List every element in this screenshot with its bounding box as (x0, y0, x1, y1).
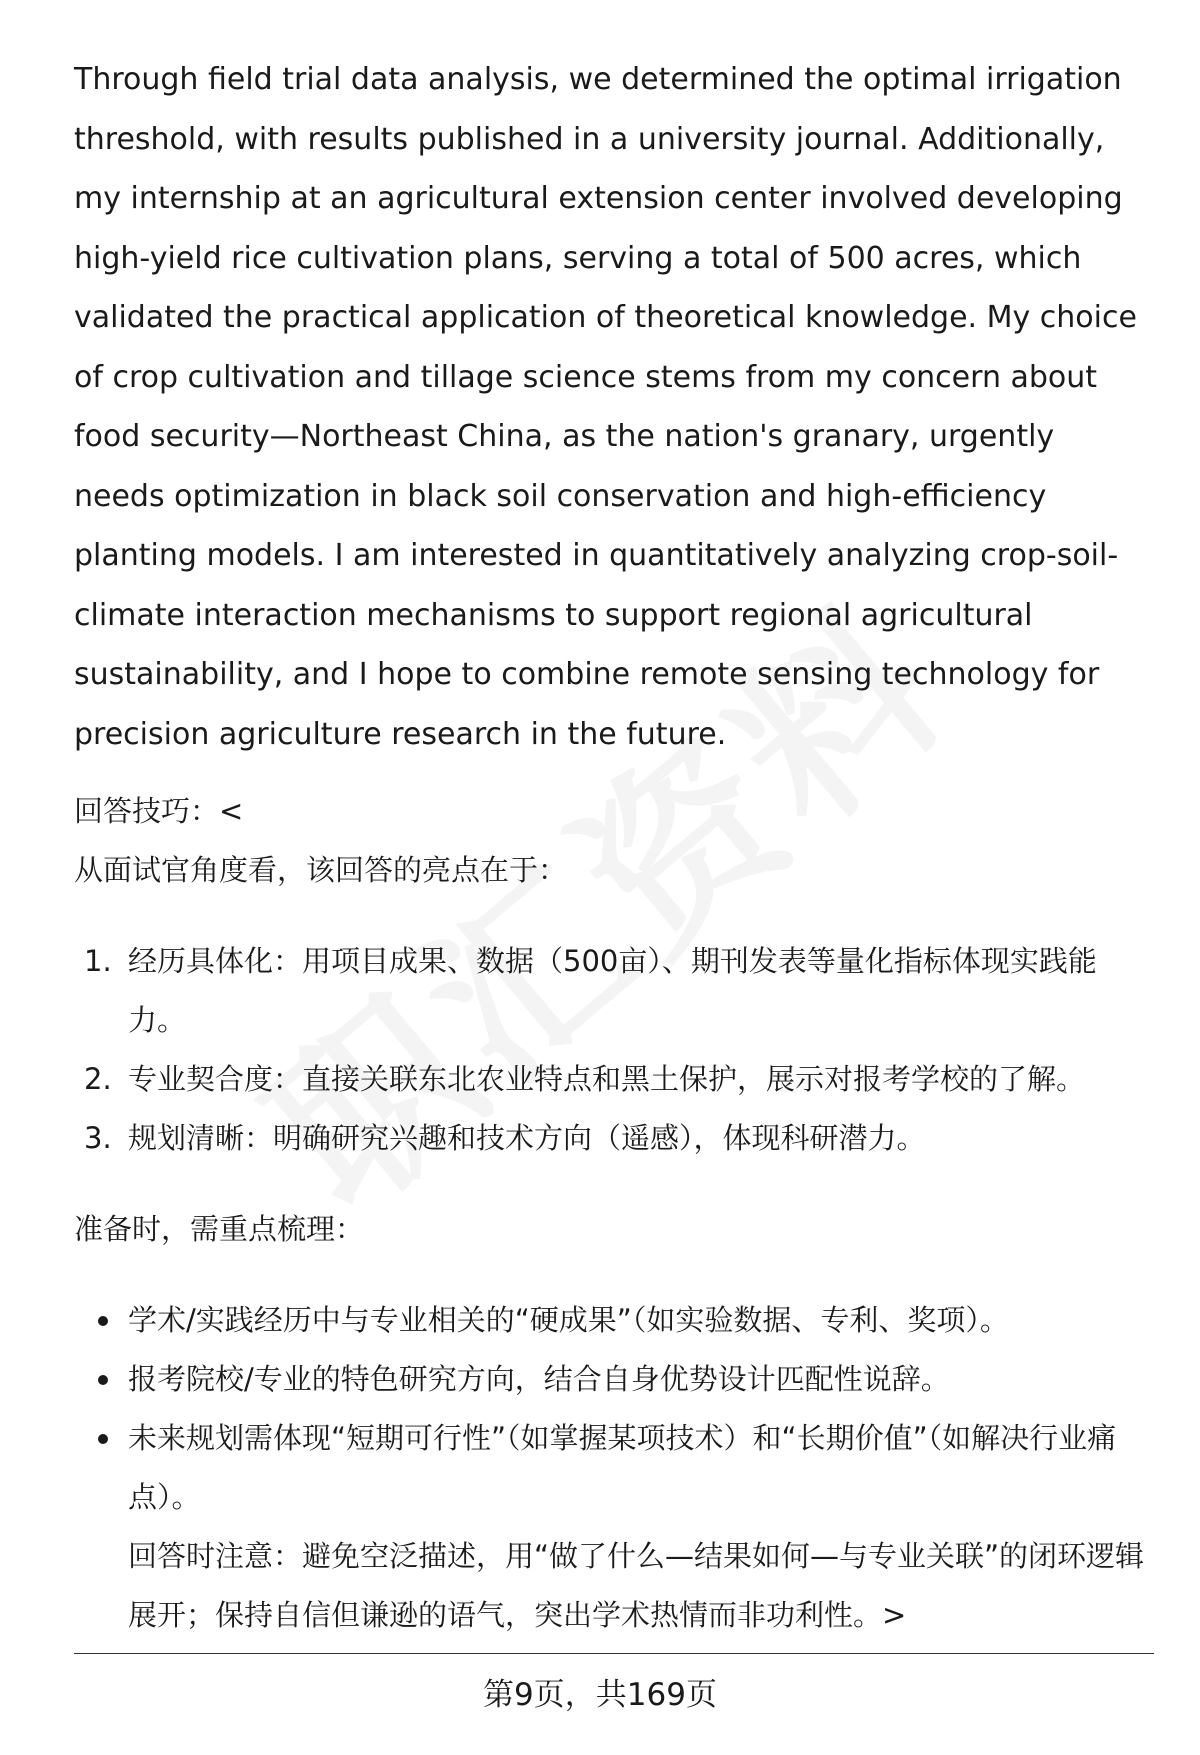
highlight-item (74, 1050, 1154, 1109)
highlight-text: 专业契合度：直接关联东北农业特点和黑土保护，展示对报考学校的了解。 (128, 1062, 1086, 1096)
highlight-text: 规划清晰：明确研究兴趣和技术方向（遥感），体现科研潜力。 (128, 1121, 926, 1155)
highlight-item (74, 1109, 1154, 1168)
prep-title: 准备时，需重点梳理： (74, 1212, 365, 1246)
answer-note: 回答时注意：避免空泛描述，用“做了什么—结果如何—与专业关联”的闭环逻辑展开；保持自信但谦逊的语气，突出学术热情而非功利性。> (128, 1539, 1145, 1632)
page-number: 第9页，共169页 (483, 1677, 717, 1713)
bullet-icon (98, 1434, 108, 1444)
highlights-list (74, 932, 1154, 1168)
footer-divider (74, 1653, 1154, 1654)
tips-intro: 从面试官角度看，该回答的亮点在于： (74, 853, 568, 887)
prep-text: 未来规划需体现“短期可行性”（如掌握某项技术）和“长期价值”（如解决行业痛点）。 (128, 1421, 1117, 1514)
list-number: 1. (84, 944, 112, 978)
prep-item (74, 1409, 1154, 1527)
prep-list (74, 1291, 1154, 1527)
prep-text: 报考院校/专业的特色研究方向，结合自身优势设计匹配性说辞。 (128, 1362, 950, 1396)
tips-title: 回答技巧：< (74, 794, 244, 828)
prep-text: 学术/实践经历中与专业相关的“硬成果”（如实验数据、专利、奖项）。 (128, 1303, 1009, 1337)
list-number: 3. (84, 1121, 112, 1155)
highlight-text: 经历具体化：用项目成果、数据（500亩）、期刊发表等量化指标体现实践能力。 (128, 944, 1097, 1037)
bullet-icon (98, 1316, 108, 1326)
prep-item (74, 1350, 1154, 1409)
page-content (74, 50, 1154, 1645)
body-paragraph: Through field trial data analysis, we determined the optimal irrigation threshold, with results published in a university journal. Additionally, my internship at an agricultural extension center involved developing high-yield rice cultivation plans, serving a total of 500 acres, which validated the practical application of theoretical knowledge. My choice of crop cultivation and tillage science stems from my concern about food security—Northeast China, as the nation's granary, urgently needs optimization in black soil conservation and high-efficiency planting models. I am interested in quantitatively analyzing crop-soil-climate interaction mechanisms to support regional agricultural sustainability, and I hope to combine remote sensing technology for precision agriculture research in the future. (74, 62, 1137, 752)
prep-item (74, 1291, 1154, 1350)
bullet-icon (98, 1375, 108, 1385)
highlight-item (74, 932, 1154, 1050)
list-number: 2. (84, 1062, 112, 1096)
